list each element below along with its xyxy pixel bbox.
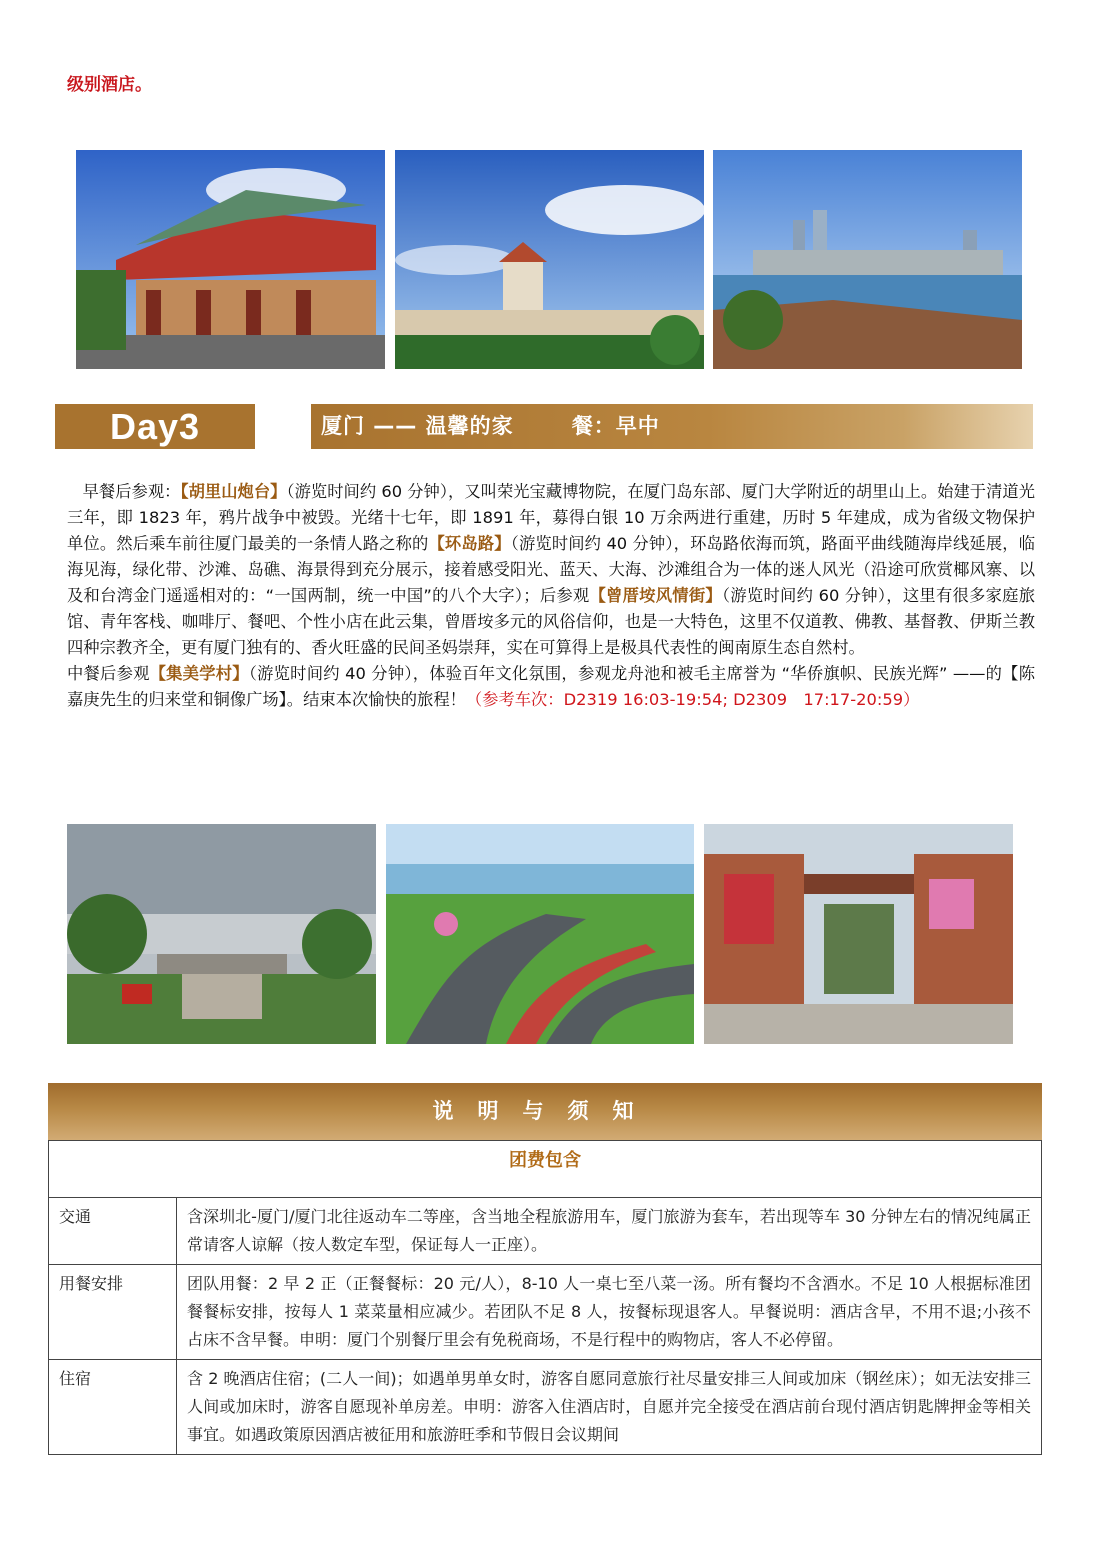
text-segment: 早餐后参观： (82, 482, 181, 501)
day-banner (55, 404, 1033, 449)
day-route: 厦门 —— 温馨的家 (321, 414, 514, 438)
day-title-bar (311, 404, 1033, 449)
row-text-transport: 含深圳北-厦门/厦门北往返动车二等座，含当地全程旅游用车，厦门旅游为套车，若出现等车 30 分钟左右的情况纯属正常请客人谅解（按人数定车型，保证每人一正座）。 (177, 1198, 1042, 1265)
spot-hulishan: 【胡里山炮台】 (180, 482, 287, 501)
notes-table (48, 1140, 1042, 1455)
top-note: 级别酒店。 (67, 75, 152, 95)
table-row (49, 1265, 1042, 1360)
row-label-lodging: 住宿 (49, 1360, 177, 1455)
row-text-meals: 团队用餐：2 早 2 正（正餐餐标：20 元/人），8-10 人一桌七至八菜一汤。所有餐均不含酒水。不足 10 人根据标准团餐餐标安排，按每人 1 菜菜量相应减少。若团队不足 8 人，按餐标现退客人。早餐说明：酒店含早，不用不退;小孩不占床不含早餐。申明：厦门个别餐厅里会有免税商场，不是行程中的购物店，客人不必停留。 (177, 1265, 1042, 1360)
text-segment: （游览时间约 60 分钟），这里有很多家庭旅馆、青年客栈、咖啡厅、餐吧、个性小店在此云集，曾厝垵多元的风俗信仰，也是一大特色，这里不仅道教、佛教、基督教、伊斯兰教四种宗教齐全，更有厦门独有的、香火旺盛的民间圣妈崇拜，实在可算得上是极具代表性的闽南原生态自然村。 (67, 586, 1036, 657)
text-segment: （游览时间约 60 分钟），又叫荣光宝藏博物院，在厦门岛东部、厦门大学附近的胡里山上。始建于清道光三年，即 1823 年，鸦片战争中被毁。光绪十七年，即 1891 年，募得白银 10 万余两进行重建，历时 5 年建成，成为省级文物保护单位。然后乘车前往厦门最美的一条情人路之称的 (67, 482, 1035, 553)
photo-university (395, 150, 704, 369)
row-text-lodging: 含 2 晚酒店住宿；(二人一间)；如遇单男单女时，游客自愿同意旅行社尽量安排三人间或加床（钢丝床）；如无法安排三人间或加床时，游客自愿现补单房差。申明：游客入住酒店时，自愿并完全接受在酒店前台现付酒店钥匙牌押金等相关事宜。如遇政策原因酒店被征用和旅游旺季和节假日会议期间 (177, 1360, 1042, 1455)
included-title: 团费包含 (49, 1141, 1042, 1198)
day-label: Day3 (55, 404, 255, 449)
spot-zengcuoan: 【曾厝垵风情街】 (589, 586, 722, 605)
day-title (321, 404, 660, 449)
photo-huandao-road (386, 824, 694, 1044)
train-reference: （参考车次：D2319 16:03-19:54; D2309 17:17-20:59） (465, 690, 920, 709)
spot-huandao-road: 【环岛路】 (428, 534, 511, 553)
row-label-meals: 用餐安排 (49, 1265, 177, 1360)
notes-header: 说明与须知 (48, 1083, 1042, 1140)
photo-temple (76, 150, 385, 369)
table-row (49, 1198, 1042, 1265)
included-title-row (49, 1141, 1042, 1198)
itinerary-paragraph-2 (67, 661, 1035, 713)
photo-old-street (704, 824, 1013, 1044)
text-segment: （游览时间约 40 分钟），环岛路依海而筑，路面平曲线随海岸线延展，临海见海，绿化带、沙滩、岛礁、海景得到充分展示，接着感受阳光、蓝天、大海、沙滩组合为一体的迷人风光（沿途可欣赏椰风寨、以及和台湾金门遥遥相对的：“一国两制，统一中国”的八个大字）；后参观 (67, 534, 1035, 605)
itinerary-paragraph-1 (67, 479, 1035, 661)
table-row (49, 1360, 1042, 1455)
photo-fort (67, 824, 376, 1044)
text-segment: 中餐后参观 (67, 664, 150, 683)
photo-city-skyline (713, 150, 1022, 369)
text-segment: （游览时间约 40 分钟），体验百年文化氛围，参观龙舟池和被毛主席誉为 “华侨旗帜、民族光辉” ——的【陈嘉庚先生的归来堂和铜像广场】。结束本次愉快的旅程！ (67, 664, 1035, 709)
row-label-transport: 交通 (49, 1198, 177, 1265)
spot-jimei: 【集美学村】 (149, 664, 249, 683)
day-meals: 餐：早中 (571, 414, 660, 438)
itinerary-text (67, 479, 1035, 713)
